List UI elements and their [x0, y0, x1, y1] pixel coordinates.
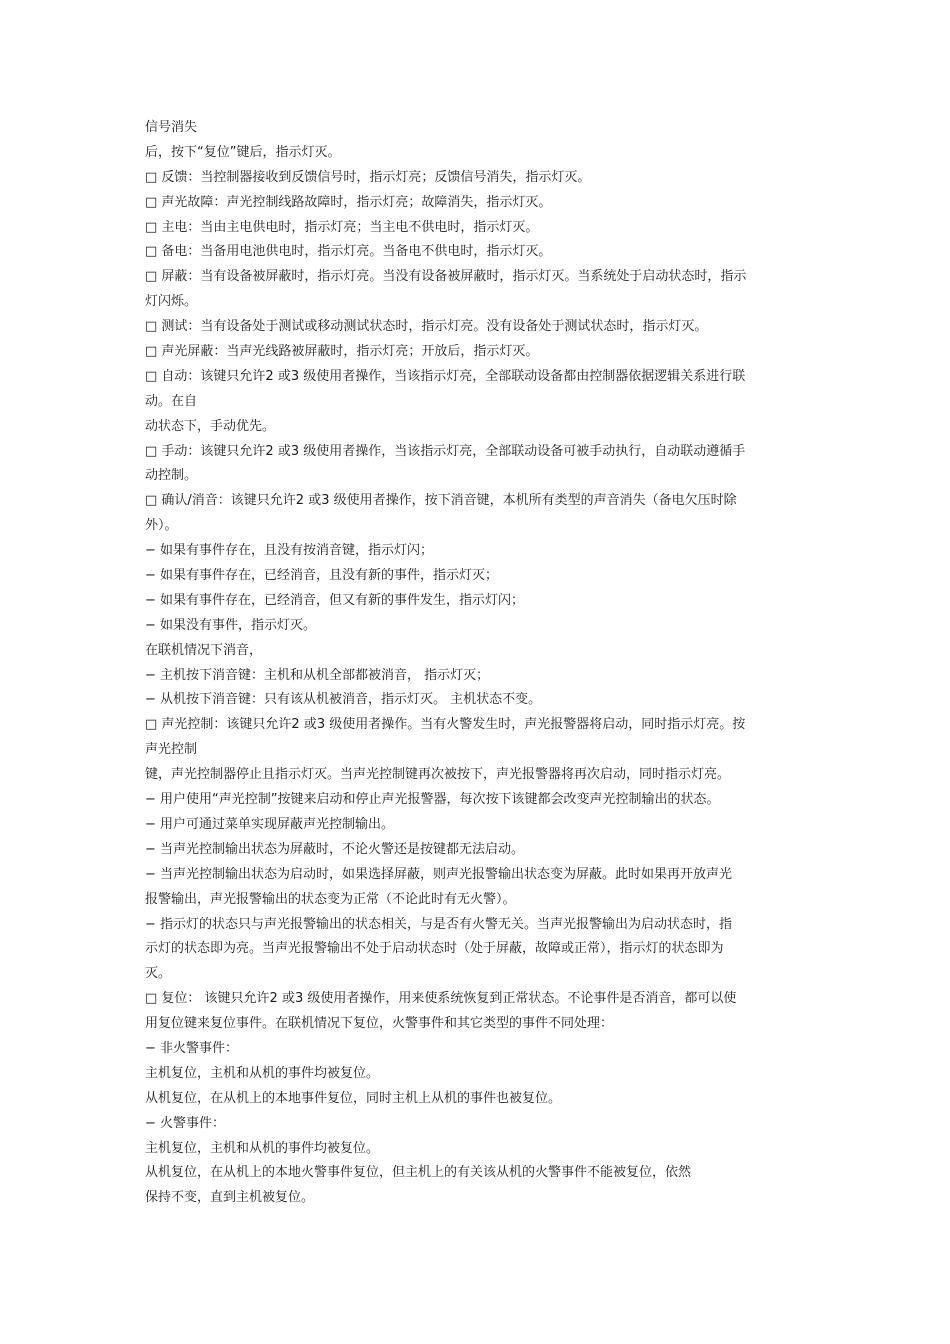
text-line: − 用户可通过菜单实现屏蔽声光控制输出。 [145, 816, 395, 832]
text-line: 动控制。 [145, 468, 198, 484]
text-line: − 主机按下消音键：主机和从机全部都被消音， 指示灯灭； [145, 667, 490, 683]
text-line: 动状态下，手动优先。 [145, 418, 276, 434]
text-line: − 如果有事件存在，已经消音，但又有新的事件发生，指示灯闪； [145, 592, 525, 608]
text-line: 用复位键来复位事件。在联机情况下复位，火警事件和其它类型的事件不同处理： [145, 1016, 614, 1032]
text-line: □ 手动：该键只允许2 或3 级使用者操作，当该指示灯亮，全部联动设备可被手动执行，自动联动遵循手 [145, 443, 746, 459]
text-line: □ 确认/消音：该键只允许2 或3 级使用者操作，按下消音键，本机所有类型的声音消失（备电欠压时除 [145, 493, 737, 509]
text-line: 灭。 [145, 966, 172, 982]
text-line: − 如果有事件存在，且没有按消音键，指示灯闪； [145, 543, 434, 559]
text-line: 在联机情况下消音， [145, 642, 263, 658]
text-line: □ 主电：当由主电供电时，指示灯亮；当主电不供电时，指示灯灭。 [145, 219, 539, 235]
text-line: 保持不变，直到主机被复位。 [145, 1190, 315, 1206]
text-line: 示灯的状态即为亮。当声光报警输出不处于启动状态时（处于屏蔽，故障或正常），指示灯的状态即为 [145, 941, 724, 957]
text-line: − 非火警事件： [145, 1040, 239, 1056]
text-line: 信号消失 [145, 120, 198, 135]
text-line: − 当声光控制输出状态为屏蔽时，不论火警还是按键都无法启动。 [145, 841, 525, 857]
text-line: 声光控制 [145, 742, 198, 758]
text-line: 主机复位，主机和从机的事件均被复位。 [145, 1140, 380, 1156]
text-line: □ 复位： 该键只允许2 或3 级使用者操作，用来使系统恢复到正常状态。不论事件是否消音，都可以使 [145, 991, 737, 1007]
text-line: − 火警事件： [145, 1115, 226, 1131]
text-line: − 指示灯的状态只与声光报警输出的状态相关，与是否有火警无关。当声光报警输出为启动状态时，指 [145, 916, 733, 932]
text-line: 从机复位，在从机上的本地火警事件复位，但主机上的有关该从机的火警事件不能被复位，依然 [145, 1165, 692, 1181]
text-line: − 用户使用“声光控制”按键来启动和停止声光报警器，每次按下该键都会改变声光控制输出的状态。 [145, 792, 720, 808]
text-line: − 当声光控制输出状态为启动时，如果选择屏蔽，则声光报警输出状态变为屏蔽。此时如果再开放声光 [145, 866, 733, 882]
text-line: 报警输出，声光报警输出的状态变为正常（不论此时有无火警）。 [145, 891, 516, 907]
text-line: 灯闪烁。 [145, 294, 198, 310]
document-page [145, 116, 810, 1211]
text-line: □ 测试：当有设备处于测试或移动测试状态时，指示灯亮。没有设备处于测试状态时，指示灯灭。 [145, 319, 708, 335]
text-line: □ 自动：该键只允许2 或3 级使用者操作，当该指示灯亮，全部联动设备都由控制器依据逻辑关系进行联 [145, 368, 746, 384]
text-line: □ 声光控制：该键只允许2 或3 级使用者操作。当有火警发生时，声光报警器将启动，同时指示灯亮。按 [145, 717, 746, 733]
text-line: − 从机按下消音键：只有该从机被消音，指示灯灭。 主机状态不变。 [145, 692, 542, 708]
text-line: □ 声光屏蔽：当声光线路被屏蔽时，指示灯亮；开放后，指示灯灭。 [145, 344, 539, 360]
text-line: 外）。 [145, 518, 178, 534]
text-line: □ 反馈：当控制器接收到反馈信号时，指示灯亮；反馈信号消失，指示灯灭。 [145, 169, 591, 185]
text-line: 后，按下“复位”键后，指示灯灭。 [145, 144, 341, 160]
text-line: □ 屏蔽：当有设备被屏蔽时，指示灯亮。当没有设备被屏蔽时，指示灯灭。当系统处于启动状态时，指示 [145, 269, 747, 285]
text-line: □ 声光故障：声光控制线路故障时，指示灯亮；故障消失，指示灯灭。 [145, 194, 552, 210]
text-line: − 如果有事件存在，已经消音，且没有新的事件，指示灯灭； [145, 568, 499, 584]
text-line: 主机复位，主机和从机的事件均被复位。 [145, 1065, 380, 1081]
text-line: □ 备电：当备用电池供电时，指示灯亮。当备电不供电时，指示灯灭。 [145, 244, 552, 260]
text-line: 动。在自 [145, 393, 198, 409]
text-line: 从机复位，在从机上的本地事件复位，同时主机上从机的事件也被复位。 [145, 1090, 562, 1106]
text-line: 键，声光控制器停止且指示灯灭。当声光控制键再次被按下，声光报警器将再次启动，同时指示灯亮。 [145, 767, 731, 783]
text-line: − 如果没有事件，指示灯灭。 [145, 617, 317, 633]
